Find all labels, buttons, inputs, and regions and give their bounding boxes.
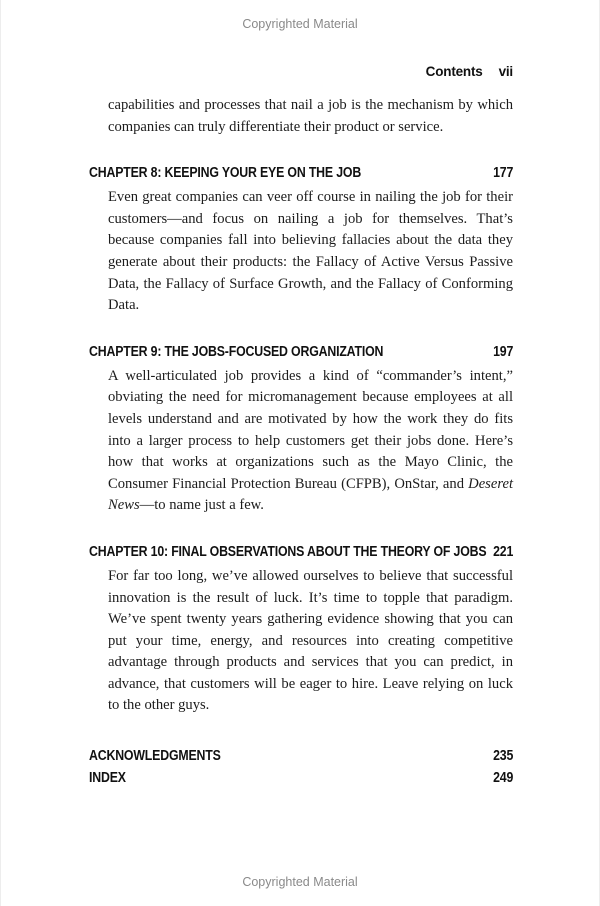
section-title: Contents [425,64,483,79]
contents-text-block [89,64,513,792]
chapter-page-number: 197 [493,343,514,360]
backmatter-row-index [89,770,513,786]
chapter-heading-row [89,344,513,360]
chapter-summary [108,366,513,517]
chapter-summary [108,187,513,317]
backmatter-label: INDEX [89,770,126,787]
toc-entry-chapter-9 [89,344,513,517]
chapter-heading-row [89,165,513,181]
chapter-page-number: 221 [493,543,514,560]
chapter-heading: CHAPTER 9: THE JOBS-FOCUSED ORGANIZATION [89,343,384,360]
copyright-notice-bottom: Copyrighted Material [242,875,358,889]
backmatter-label: ACKNOWLEDGMENTS [89,748,221,765]
summary-text: A well-articulated job provides a kind of “commander’s intent,” obviating the need for micromanagement because employees at all levels understand and are motivated by how the work they do fits into a larger process to help customers get their jobs done. Here’s how that works at organizations such as the Mayo Clinic, the Consumer Financial Protection Bureau (CFPB), OnStar, and [108,367,513,492]
chapter-heading: CHAPTER 10: FINAL OBSERVATIONS ABOUT THE THEORY OF JOBS [89,543,487,560]
intro-paragraph: capabilities and processes that nail a job is the mechanism by which companies can truly differentiate their product or service. [108,97,513,135]
backmatter-page-number: 249 [493,770,514,787]
italic-title: Deseret News [108,475,513,514]
toc-entry-chapter-10 [89,544,513,717]
copyright-notice-top: Copyrighted Material [242,17,358,31]
summary-text: Even great companies can veer off course in nailing the job for their customers—and focus on nailing a job for themselves. That’s because companies fall into believing fallacies about the data they generate about their products: the Fallacy of Active Versus Passive Data, the Fallacy of Surface Growth, and the Fallacy of Conforming Data. [108,189,513,314]
chapter-page-number: 177 [493,165,514,182]
summary-text-end: —to name just a few. [139,497,264,514]
page-header [89,64,513,79]
back-matter [89,748,513,786]
backmatter-row-acknowledgments [89,748,513,764]
summary-text: For far too long, we’ve allowed ourselves to believe that successful innovation is the result of luck. It’s time to topple that paradigm. We’ve spent twenty years gathering evidence showing that you can put your time, energy, and resources into creating competitive advantage through products and services that you can predict, in advance, that customers will be eager to hire. Leave relying on luck to the other guys. [108,567,513,714]
chapter-heading: CHAPTER 8: KEEPING YOUR EYE ON THE JOB [89,165,362,182]
toc-entry-chapter-8 [89,165,513,317]
chapter-summary [108,566,513,717]
folio-number: vii [498,64,513,79]
backmatter-page-number: 235 [493,748,514,765]
chapter-heading-row [89,544,513,560]
